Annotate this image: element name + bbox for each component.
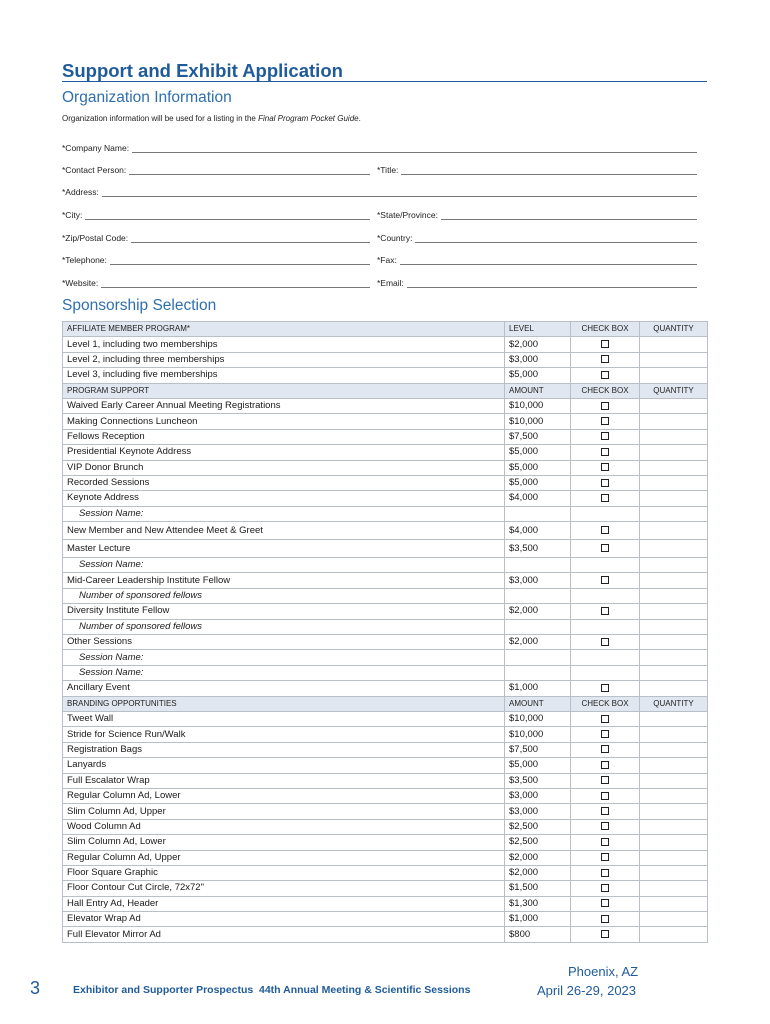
select-checkbox[interactable] (601, 638, 609, 646)
contact-person-field[interactable]: *Contact Person: (62, 163, 370, 175)
select-checkbox[interactable] (601, 448, 609, 456)
sponsorship-row (63, 681, 708, 696)
item-amount: $10,000 (505, 727, 571, 742)
checkbox-cell (571, 445, 640, 460)
quantity-cell[interactable] (640, 573, 708, 588)
select-checkbox[interactable] (601, 479, 609, 487)
item-label: Keynote Address (63, 491, 505, 506)
item-amount: $10,000 (505, 414, 571, 429)
item-label: Session Name: (63, 650, 505, 665)
quantity-cell[interactable] (640, 352, 708, 367)
section-header-row (63, 696, 708, 711)
checkbox-cell (571, 788, 640, 803)
checkbox-cell (571, 368, 640, 383)
sponsorship-row (63, 896, 708, 911)
item-amount: $5,000 (505, 460, 571, 475)
item-label: New Member and New Attendee Meet & Greet (63, 522, 505, 540)
empty-cell (640, 558, 708, 573)
item-label: Floor Square Graphic (63, 865, 505, 880)
item-label: Full Escalator Wrap (63, 773, 505, 788)
sponsorship-row (63, 635, 708, 650)
sponsorship-row (63, 337, 708, 352)
item-label: PROGRAM SUPPORT (63, 383, 505, 398)
checkbox-cell (571, 414, 640, 429)
select-checkbox[interactable] (601, 607, 609, 615)
item-amount: $2,000 (505, 865, 571, 880)
item-label: Waived Early Career Annual Meeting Registrations (63, 398, 505, 413)
sponsorship-row (63, 368, 708, 383)
quantity-cell[interactable] (640, 445, 708, 460)
select-checkbox[interactable] (601, 838, 609, 846)
item-label: Full Elevator Mirror Ad (63, 927, 505, 942)
org-info-heading: Organization Information (62, 89, 232, 106)
select-checkbox[interactable] (601, 684, 609, 692)
select-checkbox[interactable] (601, 526, 609, 534)
item-amount (505, 558, 571, 573)
item-label: Session Name: (63, 665, 505, 680)
item-amount: $1,500 (505, 881, 571, 896)
sponsorship-row (63, 475, 708, 490)
footer-event: 44th Annual Meeting & Scientific Sessions (259, 984, 471, 996)
sponsorship-row (63, 711, 708, 726)
item-label: Regular Column Ad, Upper (63, 850, 505, 865)
select-checkbox[interactable] (601, 915, 609, 923)
footer-publication: Exhibitor and Supporter Prospectus (73, 984, 254, 996)
item-label: Making Connections Luncheon (63, 414, 505, 429)
item-label: Recorded Sessions (63, 475, 505, 490)
quantity-cell[interactable] (640, 368, 708, 383)
telephone-field[interactable]: *Telephone: (62, 253, 370, 265)
item-label: Fellows Reception (63, 429, 505, 444)
sub-label-row (63, 650, 708, 665)
item-label: Session Name: (63, 506, 505, 521)
item-amount: $1,000 (505, 681, 571, 696)
item-amount (505, 588, 571, 603)
item-amount (505, 665, 571, 680)
quantity-cell[interactable] (640, 819, 708, 834)
item-label: BRANDING OPPORTUNITIES (63, 696, 505, 711)
item-amount: $3,500 (505, 540, 571, 558)
item-label: Level 2, including three memberships (63, 352, 505, 367)
checkbox-cell (571, 881, 640, 896)
item-label: Hall Entry Ad, Header (63, 896, 505, 911)
item-amount: $3,000 (505, 573, 571, 588)
item-amount (505, 619, 571, 634)
sponsorship-row (63, 540, 708, 558)
sponsorship-row (63, 573, 708, 588)
checkbox-cell (571, 773, 640, 788)
item-label: Slim Column Ad, Lower (63, 835, 505, 850)
item-label: Floor Contour Cut Circle, 72x72" (63, 881, 505, 896)
select-checkbox[interactable] (601, 869, 609, 877)
quantity-cell[interactable] (640, 850, 708, 865)
zip-code-field[interactable]: *Zip/Postal Code: (62, 231, 370, 243)
item-amount: $2,500 (505, 819, 571, 834)
select-checkbox[interactable] (601, 822, 609, 830)
checkbox-cell (571, 758, 640, 773)
empty-cell (640, 665, 708, 680)
checkbox-cell (571, 804, 640, 819)
checkbox-cell (571, 727, 640, 742)
checkbox-cell (571, 352, 640, 367)
checkbox-cell (571, 681, 640, 696)
checkbox-cell (571, 475, 640, 490)
item-label: VIP Donor Brunch (63, 460, 505, 475)
checkbox-cell (571, 429, 640, 444)
section-header-row (63, 322, 708, 337)
item-amount: $7,500 (505, 742, 571, 757)
page-title: Support and Exhibit Application (62, 60, 343, 81)
sponsorship-row (63, 835, 708, 850)
checkbox-column-header: CHECK BOX (571, 696, 640, 711)
select-checkbox[interactable] (601, 761, 609, 769)
select-checkbox[interactable] (601, 371, 609, 379)
item-amount: $3,000 (505, 352, 571, 367)
footer-dates: April 26-29, 2023 (537, 983, 637, 998)
item-label: Presidential Keynote Address (63, 445, 505, 460)
item-label: Other Sessions (63, 635, 505, 650)
item-label: Elevator Wrap Ad (63, 912, 505, 927)
select-checkbox[interactable] (601, 544, 609, 552)
sub-label-row (63, 619, 708, 634)
sponsorship-row (63, 445, 708, 460)
checkbox-cell (571, 865, 640, 880)
quantity-cell[interactable] (640, 540, 708, 558)
item-label: Diversity Institute Fellow (63, 604, 505, 619)
item-amount: $2,500 (505, 835, 571, 850)
select-checkbox[interactable] (601, 402, 609, 410)
select-checkbox[interactable] (601, 715, 609, 723)
quantity-cell[interactable] (640, 414, 708, 429)
quantity-column-header: QUANTITY (640, 322, 708, 337)
item-amount: $5,000 (505, 368, 571, 383)
item-amount: $2,000 (505, 635, 571, 650)
quantity-cell[interactable] (640, 881, 708, 896)
checkbox-cell (571, 850, 640, 865)
item-amount: LEVEL (505, 322, 571, 337)
select-checkbox[interactable] (601, 807, 609, 815)
checkbox-column-header: CHECK BOX (571, 383, 640, 398)
item-amount: AMOUNT (505, 696, 571, 711)
item-amount: $3,000 (505, 788, 571, 803)
item-amount: $4,000 (505, 522, 571, 540)
sponsorship-row (63, 414, 708, 429)
sponsorship-row (63, 881, 708, 896)
item-amount: $7,500 (505, 429, 571, 444)
sponsorship-row (63, 742, 708, 757)
state-province-field[interactable]: *State/Province: (377, 208, 697, 220)
sponsorship-row (63, 460, 708, 475)
checkbox-cell (571, 927, 640, 942)
sponsorship-row (63, 429, 708, 444)
select-checkbox[interactable] (601, 432, 609, 440)
sponsorship-row (63, 491, 708, 506)
quantity-cell[interactable] (640, 865, 708, 880)
sub-label-row (63, 558, 708, 573)
footer-city: Phoenix, AZ (568, 964, 639, 979)
select-checkbox[interactable] (601, 899, 609, 907)
item-label: Tweet Wall (63, 711, 505, 726)
quantity-cell[interactable] (640, 398, 708, 413)
email-field[interactable]: *Email: (377, 276, 697, 288)
quantity-cell[interactable] (640, 773, 708, 788)
quantity-cell[interactable] (640, 681, 708, 696)
quantity-column-header: QUANTITY (640, 696, 708, 711)
checkbox-cell (571, 604, 640, 619)
select-checkbox[interactable] (601, 463, 609, 471)
quantity-cell[interactable] (640, 711, 708, 726)
sub-label-row (63, 665, 708, 680)
checkbox-cell (571, 522, 640, 540)
checkbox-cell (571, 398, 640, 413)
select-checkbox[interactable] (601, 494, 609, 502)
item-label: Level 1, including two memberships (63, 337, 505, 352)
sub-label-row (63, 506, 708, 521)
checkbox-cell (571, 912, 640, 927)
item-amount: $5,000 (505, 758, 571, 773)
title-field[interactable]: *Title: (377, 163, 697, 175)
checkbox-cell (571, 819, 640, 834)
select-checkbox[interactable] (601, 776, 609, 784)
select-checkbox[interactable] (601, 417, 609, 425)
item-label: Session Name: (63, 558, 505, 573)
select-checkbox[interactable] (601, 745, 609, 753)
sponsorship-table (62, 321, 708, 943)
sponsorship-row (63, 352, 708, 367)
quantity-cell[interactable] (640, 727, 708, 742)
item-amount: $4,000 (505, 491, 571, 506)
item-amount: $1,300 (505, 896, 571, 911)
checkbox-cell (571, 337, 640, 352)
item-label: Slim Column Ad, Upper (63, 804, 505, 819)
sponsorship-row (63, 927, 708, 942)
quantity-cell[interactable] (640, 337, 708, 352)
quantity-cell[interactable] (640, 491, 708, 506)
item-label: Registration Bags (63, 742, 505, 757)
checkbox-cell (571, 491, 640, 506)
quantity-column-header: QUANTITY (640, 383, 708, 398)
sponsorship-row (63, 758, 708, 773)
empty-cell (640, 588, 708, 603)
item-amount: $5,000 (505, 475, 571, 490)
empty-cell (571, 506, 640, 521)
item-label: Level 3, including five memberships (63, 368, 505, 383)
title-divider (62, 81, 707, 82)
company-name-field[interactable]: *Company Name: (62, 141, 697, 153)
quantity-cell[interactable] (640, 927, 708, 942)
empty-cell (571, 588, 640, 603)
quantity-cell[interactable] (640, 758, 708, 773)
item-label: Master Lecture (63, 540, 505, 558)
quantity-cell[interactable] (640, 788, 708, 803)
sponsorship-row (63, 604, 708, 619)
select-checkbox[interactable] (601, 930, 609, 938)
item-amount: $10,000 (505, 711, 571, 726)
empty-cell (571, 619, 640, 634)
quantity-cell[interactable] (640, 635, 708, 650)
sponsorship-row (63, 819, 708, 834)
fax-field[interactable]: *Fax: (377, 253, 697, 265)
item-label: Wood Column Ad (63, 819, 505, 834)
quantity-cell[interactable] (640, 804, 708, 819)
sponsorship-row (63, 773, 708, 788)
checkbox-cell (571, 896, 640, 911)
quantity-cell[interactable] (640, 475, 708, 490)
sponsorship-row (63, 865, 708, 880)
sponsorship-row (63, 912, 708, 927)
item-amount: $2,000 (505, 850, 571, 865)
quantity-cell[interactable] (640, 912, 708, 927)
item-amount: $3,000 (505, 804, 571, 819)
item-amount: $2,000 (505, 604, 571, 619)
empty-cell (640, 506, 708, 521)
item-amount: $800 (505, 927, 571, 942)
item-amount: $10,000 (505, 398, 571, 413)
quantity-cell[interactable] (640, 896, 708, 911)
empty-cell (640, 650, 708, 665)
item-label: AFFILIATE MEMBER PROGRAM* (63, 322, 505, 337)
select-checkbox[interactable] (601, 355, 609, 363)
org-info-note: Organization information will be used for a listing in the Final Program Pocket Guide. (62, 114, 361, 123)
select-checkbox[interactable] (601, 576, 609, 584)
website-field[interactable]: *Website: (62, 276, 370, 288)
sponsorship-row (63, 522, 708, 540)
checkbox-column-header: CHECK BOX (571, 322, 640, 337)
sub-label-row (63, 588, 708, 603)
quantity-cell[interactable] (640, 742, 708, 757)
item-label: Number of sponsored fellows (63, 588, 505, 603)
item-label: Number of sponsored fellows (63, 619, 505, 634)
quantity-cell[interactable] (640, 835, 708, 850)
sponsorship-row (63, 850, 708, 865)
item-amount: AMOUNT (505, 383, 571, 398)
item-amount: $2,000 (505, 337, 571, 352)
quantity-cell[interactable] (640, 429, 708, 444)
address-field[interactable]: *Address: (62, 185, 697, 197)
select-checkbox[interactable] (601, 730, 609, 738)
item-amount (505, 650, 571, 665)
item-amount (505, 506, 571, 521)
checkbox-cell (571, 573, 640, 588)
item-amount: $3,500 (505, 773, 571, 788)
empty-cell (571, 665, 640, 680)
item-amount: $5,000 (505, 445, 571, 460)
select-checkbox[interactable] (601, 340, 609, 348)
item-amount: $1,000 (505, 912, 571, 927)
checkbox-cell (571, 711, 640, 726)
quantity-cell[interactable] (640, 522, 708, 540)
sponsorship-heading: Sponsorship Selection (62, 297, 217, 314)
checkbox-cell (571, 742, 640, 757)
sponsorship-row (63, 398, 708, 413)
select-checkbox[interactable] (601, 853, 609, 861)
page-number: 3 (30, 978, 41, 998)
city-field[interactable]: *City: (62, 208, 370, 220)
checkbox-cell (571, 635, 640, 650)
sponsorship-row (63, 727, 708, 742)
item-label: Mid-Career Leadership Institute Fellow (63, 573, 505, 588)
quantity-cell[interactable] (640, 604, 708, 619)
country-field[interactable]: *Country: (377, 231, 697, 243)
sponsorship-row (63, 804, 708, 819)
empty-cell (571, 650, 640, 665)
item-label: Stride for Science Run/Walk (63, 727, 505, 742)
select-checkbox[interactable] (601, 884, 609, 892)
section-header-row (63, 383, 708, 398)
item-label: Ancillary Event (63, 681, 505, 696)
checkbox-cell (571, 540, 640, 558)
empty-cell (571, 558, 640, 573)
quantity-cell[interactable] (640, 460, 708, 475)
checkbox-cell (571, 460, 640, 475)
checkbox-cell (571, 835, 640, 850)
sponsorship-row (63, 788, 708, 803)
empty-cell (640, 619, 708, 634)
item-label: Lanyards (63, 758, 505, 773)
select-checkbox[interactable] (601, 792, 609, 800)
item-label: Regular Column Ad, Lower (63, 788, 505, 803)
